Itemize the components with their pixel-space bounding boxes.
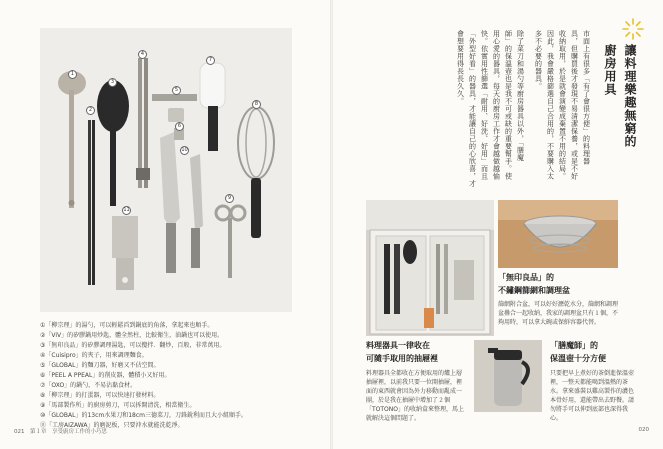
sec2-body: 篩網附合盆，可以好好瀝乾水分，篩網和調理盆疊合一起收納，我家的調理盆只有１個，不夠用時，可以拿大碗或保鮮容器代替。 — [498, 301, 619, 326]
body-col-8: 用心愛的器具，每天的廚房工作才會越做越愉 — [492, 30, 501, 180]
sec2-title-1: 「無印良品」的 — [498, 273, 554, 282]
body-col-1: 市面上有很多「有了會很方便」的料理器 — [582, 30, 591, 165]
label-6: 6 — [175, 122, 184, 131]
caption-11: ⑪「工房AIZAWA」的磨泥板，只要沖水就能洗乾淨。 — [40, 422, 184, 429]
title-line-2: 廚房用具 — [603, 44, 617, 96]
caption-3: ③「無印良品」的矽膠調理湯匙，可以攪拌．翻炒，百般，非常萬用。 — [40, 342, 226, 349]
body-col-2: 具，但購買後才發現不易清潔保養，或是不好 — [570, 30, 579, 180]
label-4: 4 — [138, 50, 147, 59]
caption-6: ⑥「PEEL A PPEAL」的削皮器，體積小又好用。 — [40, 372, 171, 379]
bowls-photo — [498, 200, 618, 268]
title-line-1: 讓料理樂趣無窮的 — [623, 44, 637, 148]
label-9: 9 — [225, 194, 234, 203]
tool-captions — [40, 321, 310, 431]
body-col-10: 「外型好看」的器具，才能讓自己的心欣喜，才 — [468, 30, 477, 188]
kitchen-tools-photo — [40, 28, 292, 312]
label-3: 3 — [108, 78, 117, 87]
body-col-11: 會想要用得長長久久。 — [456, 30, 465, 105]
sec3-title-2: 保溫壺十分方便 — [550, 354, 606, 363]
label-1: 1 — [68, 70, 77, 79]
body-col-7: 師」的保溫壺也是我不可或缺的重要幫手。使 — [504, 30, 513, 180]
right-footer: 020 — [638, 427, 649, 433]
book-gutter — [330, 0, 333, 449]
label-2: 2 — [86, 106, 95, 115]
label-8: 8 — [252, 100, 261, 109]
sec1-title-2: 可隨手取用的抽屜裡 — [366, 354, 438, 363]
sec3-body: 只要把早上煮好的茶倒進保溫壺裡，一整天都能喝到溫熱的茶水。拿來盛裝以雞高製作的濃色本骨好用，還能帶出去野餐。請勿將手可以伸到底部也深得我心。 — [550, 370, 635, 422]
body-col-4: 因此，我會嚴格篩選自己合用的，不要購入太 — [546, 30, 555, 180]
body-col-6: 除了菜刀和湯勺等廚房器具以外，「膳魔 — [516, 30, 525, 162]
label-11: 11 — [123, 207, 130, 213]
drawer-photo — [366, 200, 494, 336]
body-col-5: 多不必要的器具。 — [534, 30, 543, 90]
caption-4: ④「Cuisipro」的夾子，用來調理麵食。 — [40, 352, 148, 359]
label-10: 10 — [181, 147, 188, 153]
caption-1: ①「柳宗理」的湯勺，可以輕鬆舀到鍋底的角落，拿起來也順手。 — [40, 322, 214, 329]
caption-5: ⑤「GLOBAL」的麵刀器，好磨又不佔空間。 — [40, 362, 160, 369]
caption-2: ②「ViV」的矽膠鍋用炒匙，體全然柱，比較衛生，油鍋也可以使用。 — [40, 332, 224, 339]
sec2-title-2: 不鏽鋼篩網和調理盆 — [498, 286, 570, 295]
caption-9: ⑨「馬部製作所」的廚房剪刀，可以拆開清洗，相當衛生。 — [40, 402, 196, 409]
caption-8: ⑧「柳宗理」的打蛋器，可以快速打發材料。 — [40, 392, 160, 399]
body-col-9: 快。依實用性篩選「耐用、好洗、好用」而且 — [480, 30, 489, 180]
label-7: 7 — [206, 56, 215, 65]
sec1-title-1: 料理器具一律收在 — [366, 341, 430, 350]
sec1-body: 料理器具全都收在方便取用的爐上層抽屜裡，以前我只要一位開抽屜，裡面的東西就會因為外力移動而亂成一團，於是我在抽屜中增加了２個「TOTONO」的收納盒來整理，馬上就解決這個問題了。 — [366, 370, 464, 422]
caption-10: ⑩「GLOBAL」的13cm水果刀和18cm三德菜刀，刀鋒銳利而且大小組順手。 — [40, 412, 248, 419]
sec3-title-1: 「膳魔師」的 — [550, 341, 598, 350]
caption-7: ⑦「OXO」的鍋勺，不易沾黏食材。 — [40, 382, 137, 389]
body-col-3: 收納取用，於是就會演變成棄置不用的結局。 — [558, 30, 567, 180]
sun-icon — [622, 18, 644, 40]
left-footer: 021 第１章 享受廚房工作的小巧思 — [14, 429, 107, 435]
thermos-photo — [474, 340, 542, 412]
label-5: 5 — [172, 86, 181, 95]
